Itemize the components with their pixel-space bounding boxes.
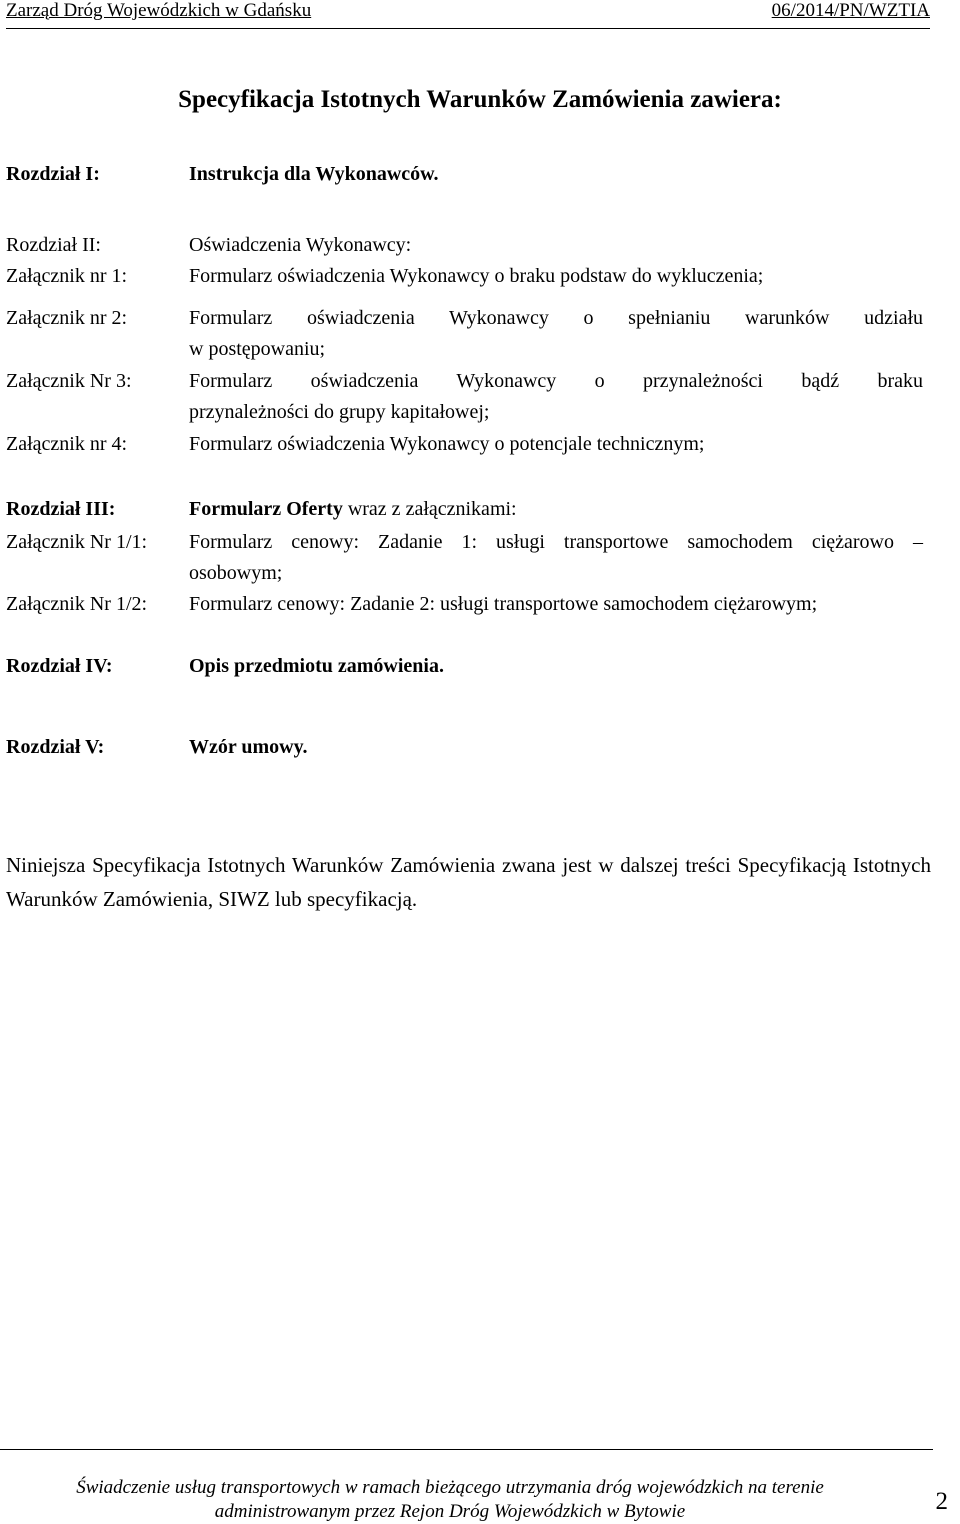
attachment-1-1-label: Załącznik Nr 1/1: [6, 531, 148, 553]
footer-line-2: administrowanym przez Rejon Dróg Wojewódzkich w Bytowie [214, 1501, 686, 1522]
attachment-1-2-label: Załącznik Nr 1/2: [6, 593, 148, 615]
attachment-1-title: Formularz oświadczenia Wykonawcy o braku podstaw do wykluczenia; [189, 265, 764, 287]
chapter-2-title: Oświadczenia Wykonawcy: [189, 234, 412, 256]
attachment-3-label: Załącznik Nr 3: [6, 370, 132, 392]
attachment-4-label: Załącznik nr 4: [6, 433, 128, 455]
chapter-3-title-bold: Formularz Oferty [189, 498, 343, 520]
chapter-5-label: Rozdział V: [6, 736, 105, 758]
chapter-2-label: Rozdział II: [6, 234, 101, 256]
chapter-4-title: Opis przedmiotu zamówienia. [189, 655, 444, 677]
chapter-1-label: Rozdział I: [6, 163, 100, 185]
header-organization: Zarząd Dróg Wojewódzkich w Gdańsku [6, 0, 312, 21]
chapter-3-title [189, 495, 517, 524]
footer-line-1: Świadczenie usług transportowych w ramach bieżącego utrzymania dróg wojewódzkich na terenie [76, 1477, 824, 1498]
attachment-3-title-line2: przynależności do grupy kapitałowej; [189, 401, 490, 423]
chapter-5-title: Wzór umowy. [189, 736, 308, 758]
chapter-4-label: Rozdział IV: [6, 655, 113, 677]
chapter-3-title-rest: wraz z załącznikami: [342, 498, 517, 520]
page-header [6, 0, 930, 29]
attachment-3-title-line1: Formularz oświadczenia Wykonawcy o przynależności bądź braku [189, 370, 923, 392]
header-reference-number: 06/2014/PN/WZTIA [771, 0, 930, 21]
attachment-4-title: Formularz oświadczenia Wykonawcy o potencjale technicznym; [189, 433, 705, 455]
chapter-1-title: Instrukcja dla Wykonawców. [189, 163, 439, 185]
intro-paragraph: Niniejsza Specyfikacja Istotnych Warunków Zamówienia zwana jest w dalszej treści Specyfikacją Istotnych Warunków Zamówienia, SIWZ lub specyfikacją. [6, 853, 931, 911]
chapter-3-label: Rozdział III: [6, 498, 116, 520]
page-number: 2 [935, 1488, 948, 1515]
attachment-1-label: Załącznik nr 1: [6, 265, 128, 287]
attachment-2-title-line1: Formularz oświadczenia Wykonawcy o spełnianiu warunków udziału [189, 307, 923, 329]
attachment-1-1-title-line1: Formularz cenowy: Zadanie 1: usługi transportowe samochodem ciężarowo – [189, 531, 923, 553]
document-title: Specyfikacja Istotnych Warunków Zamówienia zawiera: [178, 86, 782, 113]
attachment-1-1-title-line2: osobowym; [189, 562, 283, 584]
attachment-1-2-title: Formularz cenowy: Zadanie 2: usługi transportowe samochodem ciężarowym; [189, 593, 818, 615]
attachment-2-label: Załącznik nr 2: [6, 307, 128, 329]
attachment-2-title-line2: w postępowaniu; [189, 338, 326, 360]
footer-divider [0, 1449, 933, 1450]
